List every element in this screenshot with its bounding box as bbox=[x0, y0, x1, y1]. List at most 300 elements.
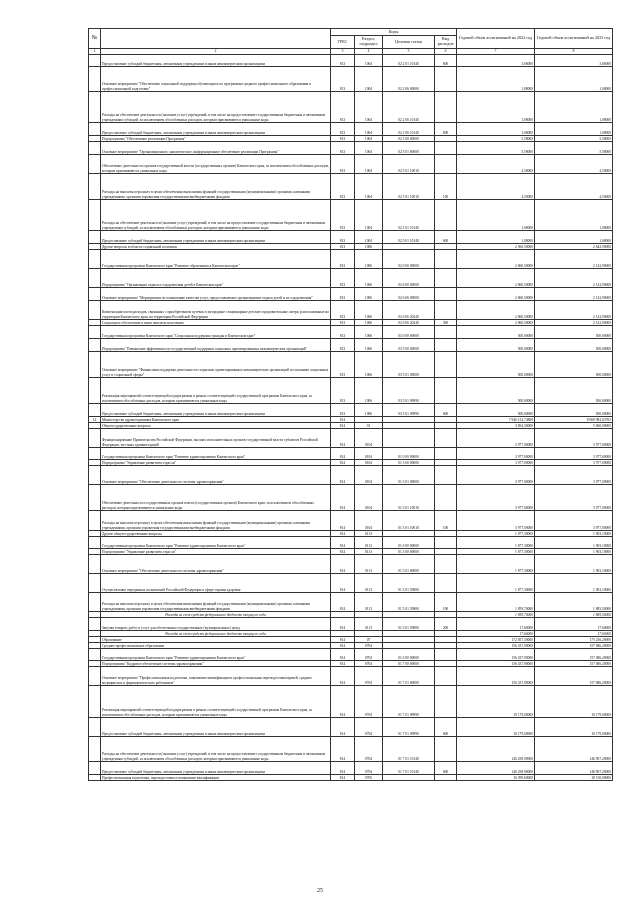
volume-2023: 3 977,00000 bbox=[535, 447, 613, 459]
row-number bbox=[89, 230, 101, 243]
section-code: 1006 bbox=[355, 325, 383, 338]
column-number: 3 bbox=[331, 49, 355, 55]
row-number bbox=[89, 173, 101, 199]
row-number bbox=[89, 54, 101, 66]
volume-2023: 4,50000 bbox=[535, 154, 613, 173]
grbs-code: 814 bbox=[331, 761, 355, 774]
expense-name: Другие общегосударственные вопросы bbox=[101, 530, 331, 536]
section-code: 0704 bbox=[355, 660, 383, 666]
volume-2022: 500,00000 bbox=[457, 403, 535, 416]
volume-2022: 2 060,50000 bbox=[457, 300, 535, 319]
expense-type-code bbox=[435, 685, 457, 717]
grbs-code: 814 bbox=[331, 592, 355, 611]
expense-name: Осуществление переданных полномочий Российской Федерации в сфере охраны здоровья bbox=[101, 573, 331, 592]
grbs-code: 814 bbox=[331, 510, 355, 530]
expense-name: Предоставление субсидий бюджетным, автономным учреждениям и иным некоммерческим организациям bbox=[101, 717, 331, 736]
volume-2023: 2 142,90000 bbox=[535, 268, 613, 287]
expense-name: Расходы на обеспечение деятельности (оказание услуг) учреждений, в том числе на предоставление государственным бюджетным и автономным учреждениям субсидий, за исключением обособленных расходов, которым присваиваются уникальные коды bbox=[101, 91, 331, 122]
volume-2022: 1 877,30000 bbox=[457, 536, 535, 548]
target-article-code: 01 0 00 00000 bbox=[383, 536, 435, 548]
section-code: 0704 bbox=[355, 761, 383, 774]
grbs-code: 813 bbox=[331, 122, 355, 135]
section-code: 1006 bbox=[355, 403, 383, 416]
expense-name: Расходы на обеспечение деятельности (оказание услуг) учреждений, в том числе на предоставление государственным бюджетным и автономным учреждениям субсидий, за исключением обособленных расходов, которым присваиваются уникальные коды bbox=[101, 736, 331, 761]
volume-2022: 1 859,70000 bbox=[457, 611, 535, 617]
row-number bbox=[89, 447, 101, 459]
section-code: 1006 bbox=[355, 338, 383, 351]
expense-name: Общегосударственные вопросы bbox=[101, 422, 331, 428]
expense-name: Другие вопросы в области социальной политики bbox=[101, 243, 331, 249]
column-number: 1 bbox=[89, 49, 101, 55]
volume-2022: 10 179,00000 bbox=[457, 717, 535, 736]
expense-type-code bbox=[435, 465, 457, 484]
target-article-code: 02 6 06 20240 bbox=[383, 319, 435, 325]
section-code: 0113 bbox=[355, 573, 383, 592]
expense-name: Обеспечение деятельности государственных органов власти (государственных органов) Камчатского края, за исключением обособленных расходов, которым присваиваются уникальные коды bbox=[101, 484, 331, 510]
table-row bbox=[89, 403, 613, 416]
header-volume-2022: Годовой объем ассигнований на 2022 год bbox=[457, 29, 535, 49]
table-row bbox=[89, 300, 613, 319]
row-number bbox=[89, 377, 101, 403]
target-article-code: 02 2 06 00000 bbox=[383, 66, 435, 91]
table-row bbox=[89, 774, 613, 780]
section-code: 0113 bbox=[355, 617, 383, 630]
expense-type-code: 200 bbox=[435, 617, 457, 630]
volume-2023: 146 907,20000 bbox=[535, 761, 613, 774]
row-number bbox=[89, 554, 101, 573]
volume-2022: 1 877,30000 bbox=[457, 548, 535, 554]
target-article-code: 03 5 01 09990 bbox=[383, 377, 435, 403]
volume-2022: 1,08000 bbox=[457, 199, 535, 230]
volume-2023: 8 068 982,63765 bbox=[535, 416, 613, 422]
volume-2022: 2 060,50000 bbox=[457, 319, 535, 325]
volume-2022: 500,00000 bbox=[457, 338, 535, 351]
target-article-code: 01 3 01 00000 bbox=[383, 554, 435, 573]
table-row bbox=[89, 484, 613, 510]
volume-2022: 2 060,50000 bbox=[457, 249, 535, 268]
table-row bbox=[89, 685, 613, 717]
section-code: 1006 bbox=[355, 351, 383, 377]
grbs-code: 814 bbox=[331, 660, 355, 666]
table-row bbox=[89, 199, 613, 230]
target-article-code: 01 7 01 09990 bbox=[383, 685, 435, 717]
volume-2023: 5,58000 bbox=[535, 135, 613, 141]
volume-2022: 3 977,00000 bbox=[457, 465, 535, 484]
volume-2022: 156 437,90000 bbox=[457, 660, 535, 666]
expense-type-code bbox=[435, 325, 457, 338]
table-row bbox=[89, 377, 613, 403]
table-row bbox=[89, 66, 613, 91]
row-number bbox=[89, 141, 101, 154]
grbs-code: 813 bbox=[331, 173, 355, 199]
volume-2022: 1,08000 bbox=[457, 66, 535, 91]
header-no: № bbox=[89, 29, 101, 49]
volume-2023: 18 150,00000 bbox=[535, 774, 613, 780]
expense-name: Предоставление субсидий бюджетным, автономным учреждениям и иным некоммерческим организациям bbox=[101, 54, 331, 66]
grbs-code: 813 bbox=[331, 230, 355, 243]
volume-2022: 1,08000 bbox=[457, 91, 535, 122]
target-article-code: 02 5 01 10010 bbox=[383, 154, 435, 173]
section-code: 0705 bbox=[355, 774, 383, 780]
expense-type-code bbox=[435, 249, 457, 268]
volume-2022: 3 977,00000 bbox=[457, 510, 535, 530]
volume-2022: 5,58000 bbox=[457, 135, 535, 141]
expense-name: Расходы на выплаты персоналу в целях обеспечения выполнения функций государственными (муниципальными) органами, казенными учреждениями, органами управления государственными внебюджетными фондами bbox=[101, 173, 331, 199]
volume-2022: 10 179,00000 bbox=[457, 685, 535, 717]
section-code: 1006 bbox=[355, 249, 383, 268]
row-number bbox=[89, 717, 101, 736]
expense-type-code: 100 bbox=[435, 173, 457, 199]
grbs-code: 814 bbox=[331, 642, 355, 648]
section-code: 1004 bbox=[355, 91, 383, 122]
row-number bbox=[89, 465, 101, 484]
table-row bbox=[89, 554, 613, 573]
target-article-code: 02 6 00 00000 bbox=[383, 268, 435, 287]
table-row bbox=[89, 91, 613, 122]
volume-2022: 156 437,90000 bbox=[457, 642, 535, 648]
column-number: 8 bbox=[535, 49, 613, 55]
expense-type-code: 300 bbox=[435, 319, 457, 325]
expense-name: Подпрограмма "Управление развитием отрасли" bbox=[101, 548, 331, 554]
volume-2023: 17,60000 bbox=[535, 630, 613, 636]
grbs-code: 814 bbox=[331, 536, 355, 548]
grbs-code: 814 bbox=[331, 617, 355, 630]
expense-type-code: 600 bbox=[435, 403, 457, 416]
section-code: 1006 bbox=[355, 243, 383, 249]
grbs-code: 813 bbox=[331, 54, 355, 66]
expense-type-code bbox=[435, 351, 457, 377]
expense-type-code bbox=[435, 774, 457, 780]
grbs-code: 814 bbox=[331, 554, 355, 573]
expense-type-code bbox=[435, 484, 457, 510]
table-row bbox=[89, 447, 613, 459]
expense-name: Расходы на выплаты персоналу в целях обеспечения выполнения функций государственными (муниципальными) органами, казенными учреждениями, органами управления государственными внебюджетными фондами bbox=[101, 592, 331, 611]
grbs-code: 813 bbox=[331, 403, 355, 416]
volume-2023: 1 885,50000 bbox=[535, 592, 613, 611]
expense-type-code bbox=[435, 536, 457, 548]
volume-2022: 156 437,90000 bbox=[457, 648, 535, 660]
volume-2022: 500,00000 bbox=[457, 325, 535, 338]
expense-name: Предоставление субсидий бюджетным, автономным учреждениям и иным некоммерческим организациям bbox=[101, 122, 331, 135]
target-article-code: 01 7 00 00000 bbox=[383, 660, 435, 666]
volume-2022: 1 877,30000 bbox=[457, 573, 535, 592]
volume-2023: 1 903,10000 bbox=[535, 536, 613, 548]
row-number bbox=[89, 351, 101, 377]
header-expense-type: Вид расходов bbox=[435, 36, 457, 49]
target-article-code: 01 0 00 00000 bbox=[383, 648, 435, 660]
grbs-code: 813 bbox=[331, 377, 355, 403]
grbs-code: 813 bbox=[331, 199, 355, 230]
volume-2023: 2 142,90000 bbox=[535, 300, 613, 319]
volume-2023: 2 642,90000 bbox=[535, 243, 613, 249]
section-code: 1004 bbox=[355, 173, 383, 199]
expense-name: Предоставление субсидий бюджетным, автономным учреждениям и иным некоммерческим организациям bbox=[101, 403, 331, 416]
table-body bbox=[89, 54, 613, 780]
volume-2023: 2 142,90000 bbox=[535, 287, 613, 300]
section-code: 1004 bbox=[355, 141, 383, 154]
expense-name: Основное мероприятие "Обеспечение деятельности системы здравоохранения" bbox=[101, 465, 331, 484]
table-row bbox=[89, 122, 613, 135]
column-number: 2 bbox=[101, 49, 331, 55]
section-code: 0104 bbox=[355, 465, 383, 484]
target-article-code: 01 3 01 59800 bbox=[383, 573, 435, 592]
grbs-code: 814 bbox=[331, 428, 355, 447]
target-article-code: 02 2 06 10140 bbox=[383, 91, 435, 122]
expense-type-code bbox=[435, 287, 457, 300]
expense-type-code bbox=[435, 66, 457, 91]
grbs-code: 813 bbox=[331, 91, 355, 122]
volume-2023: 1 903,10000 bbox=[535, 554, 613, 573]
row-number bbox=[89, 573, 101, 592]
grbs-code: 814 bbox=[331, 666, 355, 685]
section-code: 0113 bbox=[355, 554, 383, 573]
section-code: 1004 bbox=[355, 54, 383, 66]
table-row bbox=[89, 617, 613, 630]
volume-2022: 3 977,00000 bbox=[457, 459, 535, 465]
row-number: 12 bbox=[89, 416, 101, 422]
table-row bbox=[89, 510, 613, 530]
table-row bbox=[89, 666, 613, 685]
volume-2022: 7 946 132,74868 bbox=[457, 416, 535, 422]
expense-name: Функционирование Правительства Российской Федерации, высших исполнительных органов государственной власти субъектов Российской Федерации, местных администраций bbox=[101, 428, 331, 447]
row-number bbox=[89, 122, 101, 135]
target-article-code: 01 0 00 00000 bbox=[383, 447, 435, 459]
volume-2023: 1,08000 bbox=[535, 122, 613, 135]
expense-name: Среднее профессиональное образование bbox=[101, 642, 331, 648]
target-article-code: 01 3 00 00000 bbox=[383, 548, 435, 554]
expense-name: Основное мероприятие "Организационное, аналитическое, информационное обеспечение реализации Программы" bbox=[101, 141, 331, 154]
grbs-code: 813 bbox=[331, 287, 355, 300]
section-code: 0104 bbox=[355, 510, 383, 530]
table-row bbox=[89, 287, 613, 300]
volume-2023: 3 977,00000 bbox=[535, 510, 613, 530]
volume-2023: 2 142,90000 bbox=[535, 319, 613, 325]
expense-name: Основное мероприятие "Профессиональная подготовка, повышение квалификации и профессиональная переподготовка врачей, средних медицинских и фармацевтических работников" bbox=[101, 666, 331, 685]
target-article-code: 03 5 01 00000 bbox=[383, 351, 435, 377]
expense-name: Социальное обеспечение и иные выплаты населению bbox=[101, 319, 331, 325]
grbs-code: 814 bbox=[331, 736, 355, 761]
expense-name: Реализация мероприятий соответствующей подпрограммы в рамках соответствующей государственной программы Камчатского края, за исключением обособленных расходов, которым присваиваются уникальные коды bbox=[101, 685, 331, 717]
grbs-code: 813 bbox=[331, 135, 355, 141]
expense-type-code: 600 bbox=[435, 717, 457, 736]
section-code: 1006 bbox=[355, 287, 383, 300]
grbs-code: 813 bbox=[331, 141, 355, 154]
column-number: 5 bbox=[383, 49, 435, 55]
volume-2023: 157 086,20000 bbox=[535, 642, 613, 648]
target-article-code: 01 3 01 59800 bbox=[383, 592, 435, 611]
volume-2022: 146 258,90000 bbox=[457, 761, 535, 774]
table-row bbox=[89, 54, 613, 66]
section-code: 0104 bbox=[355, 484, 383, 510]
budget-sheet bbox=[88, 28, 612, 781]
row-number bbox=[89, 249, 101, 268]
section-code: 1004 bbox=[355, 199, 383, 230]
volume-2022: 500,00000 bbox=[457, 351, 535, 377]
grbs-code: 813 bbox=[331, 243, 355, 249]
volume-2022: 146 258,90000 bbox=[457, 736, 535, 761]
section-code: 0113 bbox=[355, 592, 383, 611]
expense-name: Основное мероприятие "Мероприятия по повышению качества услуг, предоставляемых организациями отдыха детей и их оздоровления" bbox=[101, 287, 331, 300]
volume-2023: 3 977,00000 bbox=[535, 465, 613, 484]
section-code: 1006 bbox=[355, 319, 383, 325]
volume-2022: 1,08000 bbox=[457, 122, 535, 135]
expense-name: Профессиональная подготовка, переподготовка и повышение квалификации bbox=[101, 774, 331, 780]
expense-name: Подпрограмма "Управление развитием отрасли" bbox=[101, 459, 331, 465]
target-article-code: 01 3 01 00000 bbox=[383, 465, 435, 484]
expense-name: Закупка товаров, работ и услуг для обеспечения государственных (муниципальных) нужд bbox=[101, 617, 331, 630]
volume-2023: 3 977,00000 bbox=[535, 459, 613, 465]
expense-type-code: 100 bbox=[435, 592, 457, 611]
expense-name: Подпрограмма "Повышение эффективности государственной поддержки социально ориентированных некоммерческих организаций" bbox=[101, 338, 331, 351]
expense-type-code bbox=[435, 573, 457, 592]
table-row bbox=[89, 173, 613, 199]
section-code: 1006 bbox=[355, 377, 383, 403]
expense-type-code bbox=[435, 428, 457, 447]
volume-2023: 500,00000 bbox=[535, 377, 613, 403]
target-article-code bbox=[383, 428, 435, 447]
volume-2022: 16 399,60000 bbox=[457, 774, 535, 780]
target-article-code: 02 0 00 00000 bbox=[383, 249, 435, 268]
row-number bbox=[89, 761, 101, 774]
table-row bbox=[89, 573, 613, 592]
grbs-code: 814 bbox=[331, 465, 355, 484]
target-article-code: 01 7 01 00000 bbox=[383, 666, 435, 685]
section-code: 0104 bbox=[355, 459, 383, 465]
table-row bbox=[89, 249, 613, 268]
page-number: 25 bbox=[317, 888, 323, 894]
volume-2023: 157 086,20000 bbox=[535, 666, 613, 685]
grbs-code: 813 bbox=[331, 300, 355, 319]
volume-2023: 3 977,00000 bbox=[535, 428, 613, 447]
target-article-code: 01 3 01 10010 bbox=[383, 510, 435, 530]
table-header bbox=[89, 29, 613, 55]
row-number bbox=[89, 403, 101, 416]
expense-name: Реализация мероприятий соответствующей подпрограммы в рамках соответствующей государственной программы Камчатского края, за исключением обособленных расходов, которым присваиваются уникальные коды bbox=[101, 377, 331, 403]
expense-type-code bbox=[435, 91, 457, 122]
row-number bbox=[89, 510, 101, 530]
expense-name: Компенсация части расходов, связанных с приобретением путевок в загородные стационарные детские оздоровительные лагеря, расположенные на территории Камчатского края, на территории Российской Федерации bbox=[101, 300, 331, 319]
target-article-code: 01 7 01 09990 bbox=[383, 717, 435, 736]
row-number bbox=[89, 325, 101, 338]
volume-2023: 500,00000 bbox=[535, 338, 613, 351]
volume-2023: 146 907,20000 bbox=[535, 736, 613, 761]
table-row bbox=[89, 230, 613, 243]
volume-2023: 5 060,00000 bbox=[535, 422, 613, 428]
volume-2022: 3 977,00000 bbox=[457, 447, 535, 459]
grbs-code: 813 bbox=[331, 268, 355, 287]
expense-type-code bbox=[435, 141, 457, 154]
volume-2023: 1,08000 bbox=[535, 66, 613, 91]
table-row bbox=[89, 338, 613, 351]
header-codes-group: Коды bbox=[331, 29, 457, 36]
row-number bbox=[89, 648, 101, 660]
grbs-code: 814 bbox=[331, 459, 355, 465]
target-article-code: 03 5 00 00000 bbox=[383, 338, 435, 351]
volume-2023: 500,00000 bbox=[535, 325, 613, 338]
volume-2023: 10 179,00000 bbox=[535, 717, 613, 736]
row-number bbox=[89, 736, 101, 761]
budget-table bbox=[88, 28, 613, 781]
volume-2023: 10 179,00000 bbox=[535, 685, 613, 717]
expense-name: Подпрограмма "Кадровое обеспечение системы здравоохранения" bbox=[101, 660, 331, 666]
row-number bbox=[89, 428, 101, 447]
volume-2023: 1 885,50000 bbox=[535, 611, 613, 617]
section-code: 0704 bbox=[355, 717, 383, 736]
expense-name: Государственная программа Камчатского края "Развитие здравоохранения Камчатского края" bbox=[101, 447, 331, 459]
section-code: 07 bbox=[355, 636, 383, 642]
volume-2022: 500,00000 bbox=[457, 377, 535, 403]
expense-name: Государственная программа Камчатского края "Социальная поддержка граждан в Камчатском крае" bbox=[101, 325, 331, 338]
volume-2022: 1 859,70000 bbox=[457, 592, 535, 611]
volume-2023: 3 977,00000 bbox=[535, 484, 613, 510]
volume-2023: 1,08000 bbox=[535, 91, 613, 122]
column-number: 6 bbox=[435, 49, 457, 55]
table-row bbox=[89, 717, 613, 736]
volume-2023: 3,66000 bbox=[535, 54, 613, 66]
expense-type-code bbox=[435, 736, 457, 761]
target-article-code: 02 6 06 20240 bbox=[383, 300, 435, 319]
section-code: 0104 bbox=[355, 428, 383, 447]
section-code: 0113 bbox=[355, 536, 383, 548]
grbs-code: 814 bbox=[331, 447, 355, 459]
target-article-code: 03 0 00 00000 bbox=[383, 325, 435, 338]
expense-type-code: 600 bbox=[435, 122, 457, 135]
expense-name: Предоставление субсидий бюджетным, автономным учреждениям и иным некоммерческим организациям bbox=[101, 761, 331, 774]
volume-2022: 1,08000 bbox=[457, 230, 535, 243]
volume-2022: 1 877,30000 bbox=[457, 530, 535, 536]
expense-type-code bbox=[435, 154, 457, 173]
row-number bbox=[89, 300, 101, 319]
expense-name: Предоставление субсидий бюджетным, автономным учреждениям и иным некоммерческим организациям bbox=[101, 230, 331, 243]
target-article-code: 02 5 00 00000 bbox=[383, 135, 435, 141]
expense-type-code: 600 bbox=[435, 54, 457, 66]
table-row bbox=[89, 761, 613, 774]
expense-name: Подпрограмма "Организация отдыха и оздоровления детей в Камчатском крае" bbox=[101, 268, 331, 287]
grbs-code: 814 bbox=[331, 422, 355, 428]
table-row bbox=[89, 592, 613, 611]
expense-name: Основное мероприятие "Финансовая поддержка деятельности социально ориентированных некоммерческих организаций по оказанию социальных услуг и социальной сферы" bbox=[101, 351, 331, 377]
volume-2022: 3 977,00000 bbox=[457, 428, 535, 447]
expense-type-code bbox=[435, 554, 457, 573]
section-code: 1004 bbox=[355, 66, 383, 91]
expense-name: Государственная программа Камчатского края "Развитие образования в Камчатском крае" bbox=[101, 249, 331, 268]
expense-type-code: 100 bbox=[435, 510, 457, 530]
volume-2022: 4,50000 bbox=[457, 173, 535, 199]
expense-type-code: 600 bbox=[435, 761, 457, 774]
volume-2023: 1 903,10000 bbox=[535, 548, 613, 554]
section-code: 1004 bbox=[355, 154, 383, 173]
table-row bbox=[89, 536, 613, 548]
target-article-code: 02 5 01 10140 bbox=[383, 199, 435, 230]
volume-2023: 1 903,10000 bbox=[535, 573, 613, 592]
volume-2022: 17,60000 bbox=[457, 617, 535, 630]
volume-2022: 3,66000 bbox=[457, 54, 535, 66]
row-number bbox=[89, 592, 101, 611]
target-article-code: 02 5 01 10010 bbox=[383, 173, 435, 199]
target-article-code: 02 5 01 10140 bbox=[383, 230, 435, 243]
volume-2023: 500,00000 bbox=[535, 351, 613, 377]
expense-name: Образование bbox=[101, 636, 331, 642]
grbs-code: 814 bbox=[331, 636, 355, 642]
target-article-code: 01 3 01 59800 bbox=[383, 617, 435, 630]
volume-2022: 17,60000 bbox=[457, 630, 535, 636]
volume-2023: 500,00000 bbox=[535, 403, 613, 416]
section-code: 1004 bbox=[355, 135, 383, 141]
expense-type-code: 600 bbox=[435, 230, 457, 243]
header-target-article: Целевая статья bbox=[383, 36, 435, 49]
grbs-code: 813 bbox=[331, 325, 355, 338]
row-number bbox=[89, 268, 101, 287]
